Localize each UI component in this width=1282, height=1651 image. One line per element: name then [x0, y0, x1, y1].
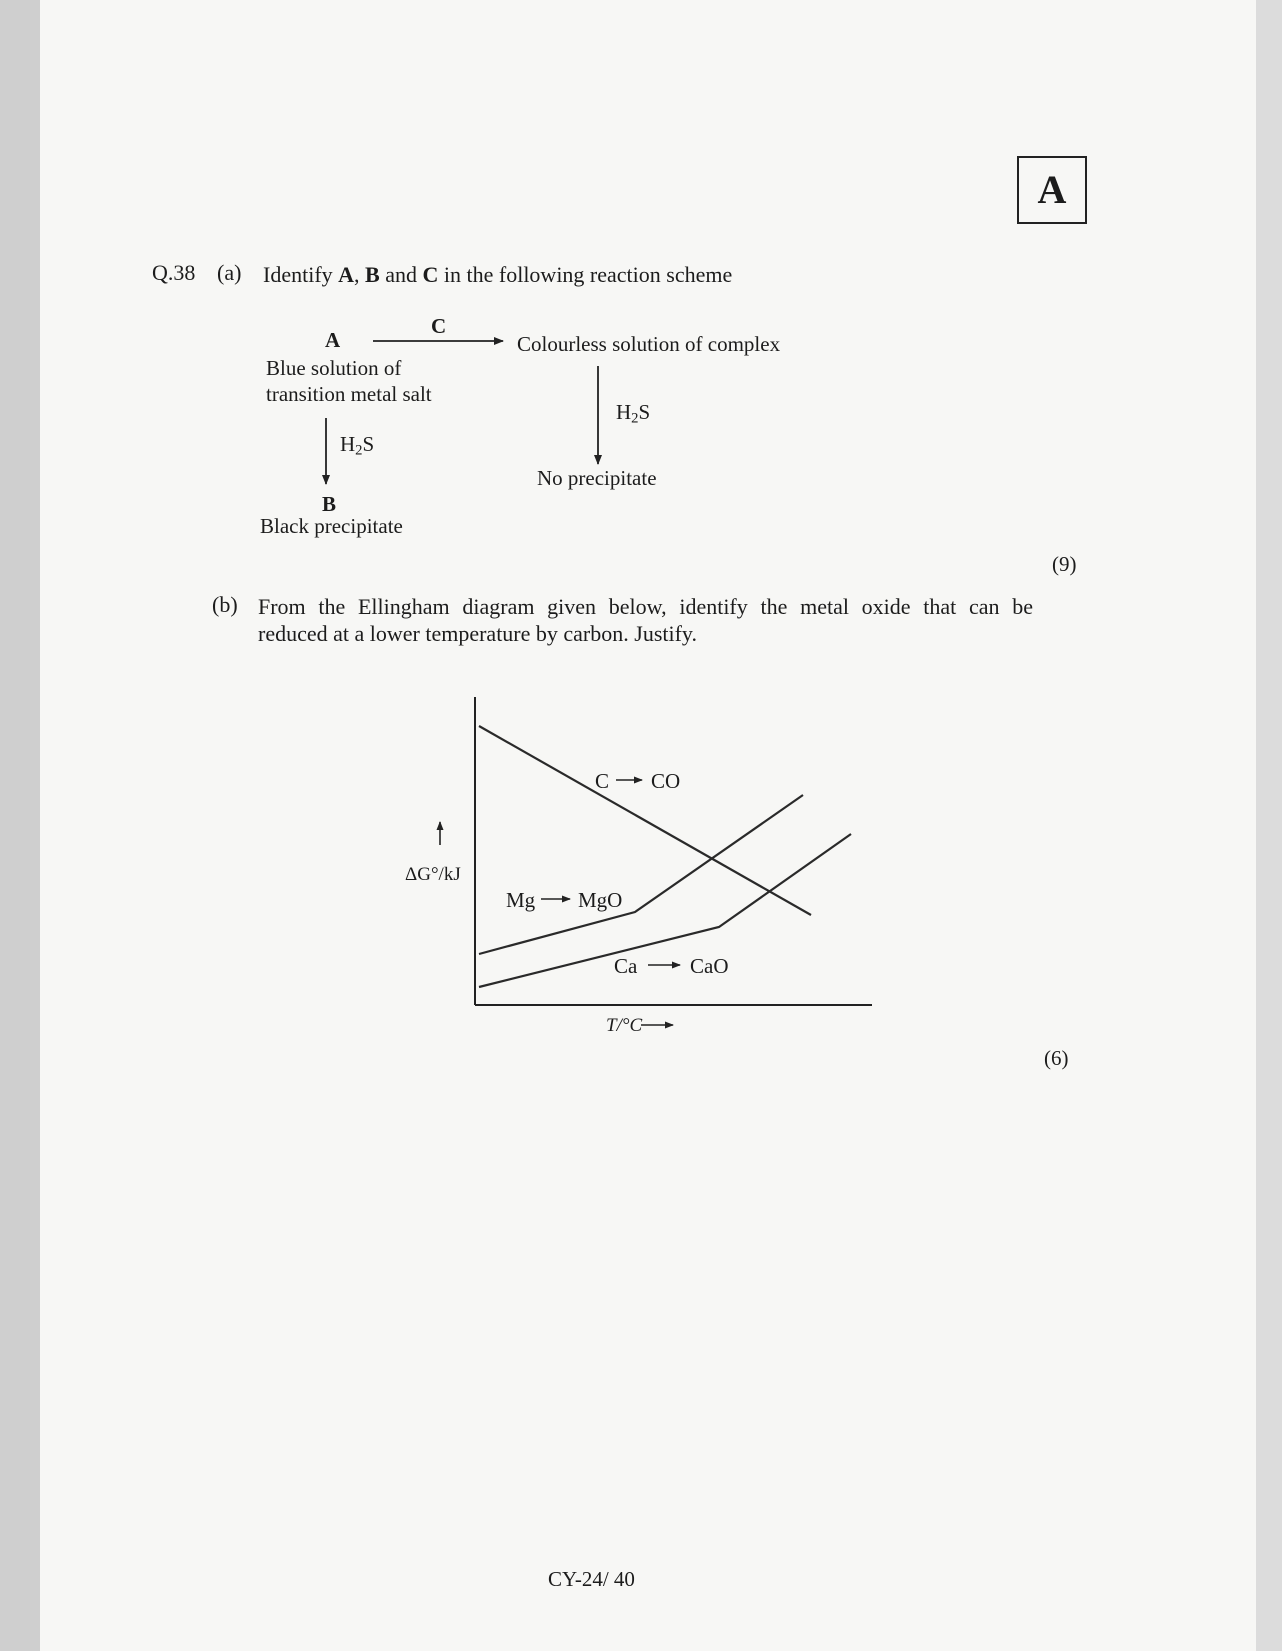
label-mgo: MgO	[578, 888, 623, 912]
scheme-node-a-desc-1: Blue solution of	[266, 356, 402, 380]
scheme-node-a: A	[325, 328, 341, 352]
series-line-c	[479, 726, 811, 915]
scheme-node-b: B	[322, 492, 337, 516]
part-a-marks: (9)	[1052, 552, 1077, 576]
h2s-right-s: S	[638, 400, 651, 424]
prompt-suffix: in the following reaction scheme	[443, 262, 733, 287]
scheme-no-precipitate: No precipitate	[537, 466, 657, 490]
part-a-label: (a)	[217, 260, 242, 285]
part-b-text-1: From the Ellingham diagram given below, identify the metal oxide that can be	[258, 594, 1033, 619]
h2s-left-s: S	[362, 432, 375, 456]
scheme-node-a-desc-2: transition metal salt	[266, 382, 432, 406]
label-co: CO	[651, 769, 681, 793]
exam-code-box: A	[1017, 156, 1087, 224]
y-axis-label: ΔG°/kJ	[405, 864, 461, 885]
scheme-node-b-desc: Black precipitate	[260, 514, 403, 538]
part-b-marks: (6)	[1044, 1046, 1069, 1070]
h2s-left-h: H	[340, 432, 356, 456]
label-c: C	[595, 769, 610, 793]
h2s-left-sub: 2	[355, 442, 363, 459]
scheme-reagent-c: C	[431, 314, 447, 338]
prompt-bold-a: A	[338, 262, 355, 287]
page-code: CY-24/ 40	[548, 1567, 635, 1591]
prompt-conj: and	[385, 262, 417, 287]
label-ca: Ca	[614, 954, 638, 978]
label-cao: CaO	[690, 954, 729, 978]
scheme-product-complex: Colourless solution of complex	[517, 332, 781, 356]
h2s-right-sub: 2	[631, 410, 639, 427]
label-mg: Mg	[506, 888, 536, 912]
prompt-sep: ,	[354, 262, 360, 287]
prompt-bold-c: C	[422, 262, 439, 287]
h2s-right-h: H	[616, 400, 632, 424]
prompt-bold-b: B	[365, 262, 380, 287]
question-number: Q.38	[152, 260, 196, 285]
prompt-prefix: Identify	[263, 262, 333, 287]
part-b-label: (b)	[212, 592, 238, 617]
x-axis-label: T/°C	[606, 1015, 643, 1036]
part-b-text-2: reduced at a lower temperature by carbon. Justify.	[258, 621, 698, 646]
